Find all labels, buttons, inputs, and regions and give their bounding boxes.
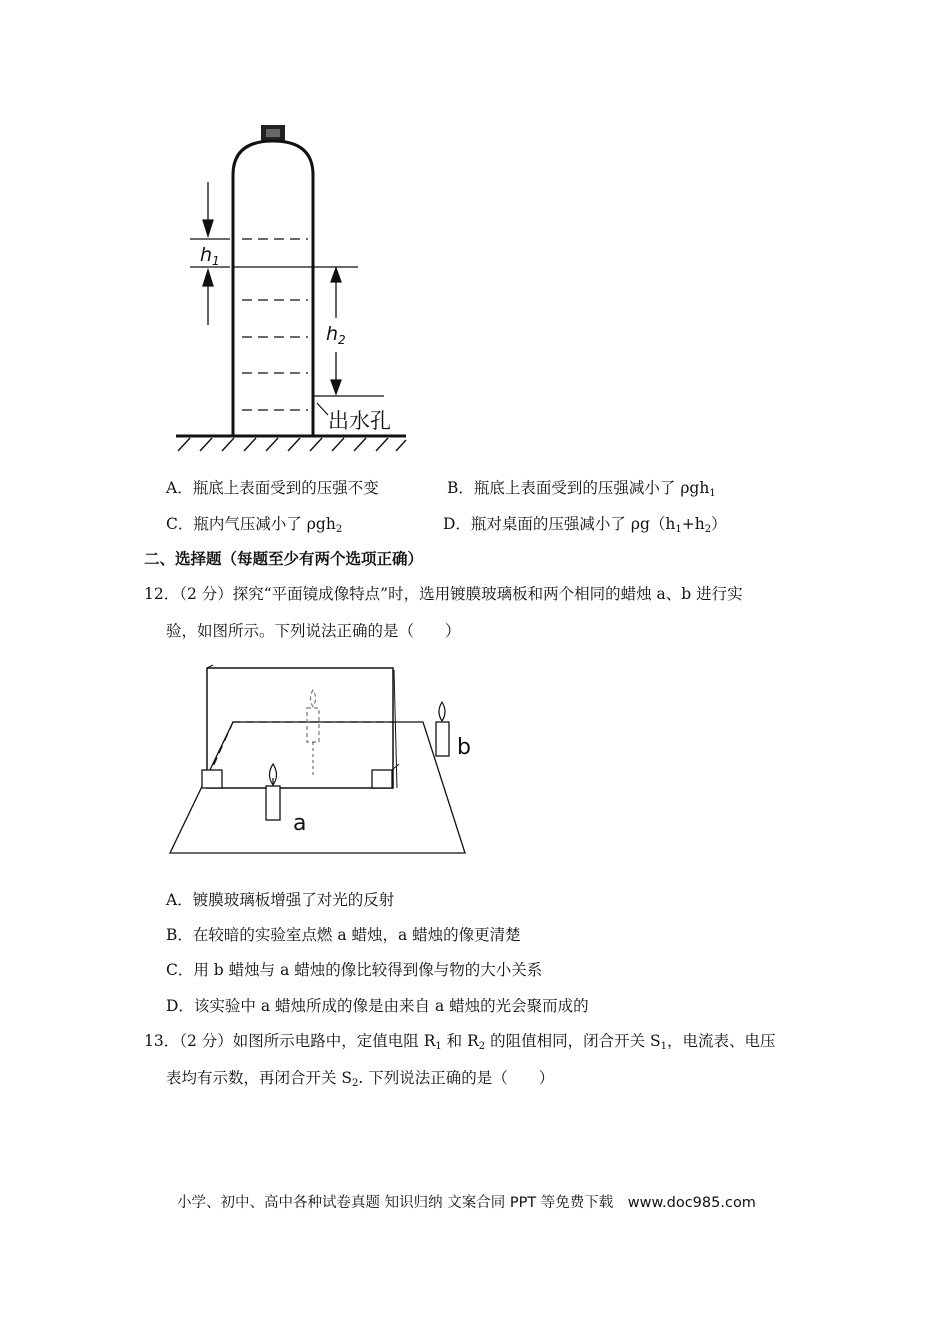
q12-stem-line1: 12．（2 分）探究“平面镜成像特点”时，选用镀膜玻璃板和两个相同的蜡烛 a、b 进行实 — [144, 585, 743, 603]
q13-stem-line1: 13．（2 分）如图所示电路中，定值电阻 $R_1$ 和 $R_2$ 的阻值相同，闭合开关 $S_1$，电流表、电压 — [144, 1032, 776, 1052]
bottle-figure — [170, 120, 430, 455]
q11-option-d: D．瓶对桌面的压强减小了 $\rho g(h_1+h_2)$ — [443, 515, 727, 535]
q11-option-a: A．瓶底上表面受到的压强不变 — [166, 479, 379, 497]
left-clamp — [202, 770, 222, 788]
q11-option-b: B．瓶底上表面受到的压强减小了 ρgh$_1$ — [447, 479, 716, 499]
q13-stem-line2: 表均有示数，再闭合开关 $S_2$. 下列说法正确的是（ ） — [166, 1069, 555, 1089]
water-level-lines — [242, 239, 308, 410]
q12-option-d: D．该实验中 a 蜡烛所成的像是由来自 a 蜡烛的光会聚而成的 — [166, 997, 589, 1015]
candle-a-label: a — [293, 811, 307, 836]
page-footer: 小学、初中、高中各种试卷真题 知识归纳 文案合同 PPT 等免费下载 www.doc985.com — [177, 1195, 756, 1211]
outlet-label: 出水孔 — [328, 409, 391, 433]
h1-label: $h_1$ — [200, 244, 220, 268]
mirror-figure — [165, 660, 485, 860]
right-clamp — [372, 770, 392, 788]
candle-image — [307, 690, 319, 742]
q12-option-c: C．用 b 蜡烛与 a 蜡烛的像比较得到像与物的大小关系 — [166, 961, 543, 979]
candle-b-label: b — [457, 735, 471, 760]
q12-option-b: B．在较暗的实验室点燃 a 蜡烛，a 蜡烛的像更清楚 — [166, 926, 521, 944]
section-heading: 二、选择题（每题至少有两个选项正确） — [144, 549, 424, 568]
q11-option-c: C．瓶内气压减小了 ρgh$_2$ — [166, 515, 343, 535]
q12-option-a: A．镀膜玻璃板增强了对光的反射 — [166, 891, 395, 909]
candle-b — [436, 702, 449, 756]
candle-a — [266, 764, 280, 820]
q12-stem-line2: 验，如图所示。下列说法正确的是（ ） — [166, 622, 461, 640]
bottle-outline — [233, 141, 313, 435]
h2-label: $h_2$ — [326, 323, 346, 347]
glass-plate — [207, 668, 393, 788]
